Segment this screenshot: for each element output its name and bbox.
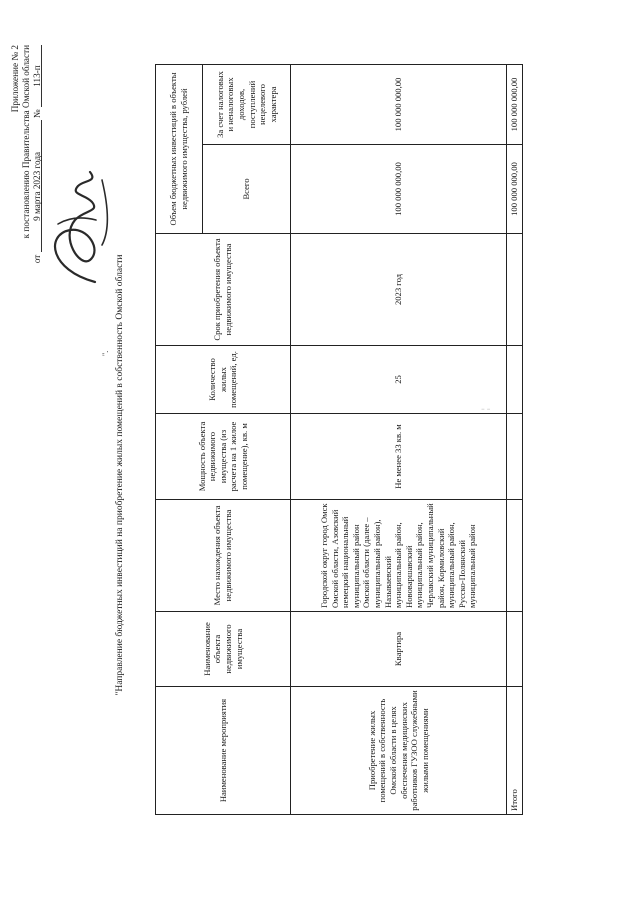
- cell-quantity: 25: [291, 346, 507, 414]
- itogo-empty: [507, 612, 523, 687]
- table-header-row: [156, 64, 203, 814]
- rotated-page-content: [10, 20, 585, 865]
- header-location: Место нахождения объекта недвижимого имущества: [156, 500, 291, 612]
- header-capacity: Мощность объекта недвижимого имущества (из расчета на 1 жилое помещение), кв. м: [156, 414, 291, 500]
- investment-table: [155, 64, 523, 815]
- header-total: Всего: [203, 145, 291, 234]
- handwritten-signature: [40, 160, 115, 290]
- from-label: от: [32, 254, 42, 264]
- table-total-row: [507, 64, 523, 814]
- cell-term: 2023 год: [291, 234, 507, 346]
- header-term: Срок приобретения объекта недвижимого имущества: [156, 234, 291, 346]
- itogo-label: Итого: [507, 687, 523, 815]
- appendix-number: Приложение № 2: [10, 45, 20, 113]
- scan-artifact: ¦: [480, 408, 490, 410]
- cell-object: Квартира: [291, 612, 507, 687]
- decree-number: 113-п: [32, 45, 42, 107]
- header-event: Наименование мероприятия: [156, 687, 291, 815]
- document-title: "Направление бюджетных инвестиций на приобретение жилых помещений в собственность Омской области: [115, 254, 125, 696]
- number-sign: №: [32, 109, 42, 119]
- header-quantity: Количество жилых помещений, ед.: [156, 346, 291, 414]
- itogo-total: 100 000 000,00: [507, 145, 523, 234]
- header-object: Наименование объекта недвижимого имущества: [156, 612, 291, 687]
- cell-location: Городской округ город Омск Омской области, Азовский немецкий национальный муниципальный район Омской области (далее – муниципальный район), Называевский муниципальный район, Нововаршавский муниципальный район, Черлакский муниципальный район, Кормиловский муниципальный район, Русско-Полянский муниципальный район: [291, 500, 507, 612]
- table-row: [291, 64, 507, 814]
- cell-total: 100 000 000,00: [291, 145, 507, 234]
- itogo-empty: [507, 234, 523, 346]
- cell-event: Приобретение жилых помещений в собственность Омской области в целях обеспечения медицинских работников ГУЗОО служебными жилыми помещениями: [291, 687, 507, 815]
- closing-quote-mark: ".: [101, 350, 110, 356]
- decree-date: 9 марта 2023 года: [32, 120, 42, 252]
- cell-funds: 100 000 000,00: [291, 64, 507, 144]
- header-funds: За счет налоговых и неналоговых доходов, поступлений нецелевого характера: [203, 64, 291, 144]
- itogo-empty: [507, 346, 523, 414]
- decree-reference: к постановлению Правительства Омской области: [21, 45, 31, 239]
- itogo-funds: 100 000 000,00: [507, 64, 523, 144]
- itogo-empty: [507, 414, 523, 500]
- itogo-empty: [507, 500, 523, 612]
- header-volume: Объем бюджетных инвестиций в объекты недвижимого имущества, рублей: [156, 64, 203, 233]
- cell-capacity: Не менее 33 кв. м: [291, 414, 507, 500]
